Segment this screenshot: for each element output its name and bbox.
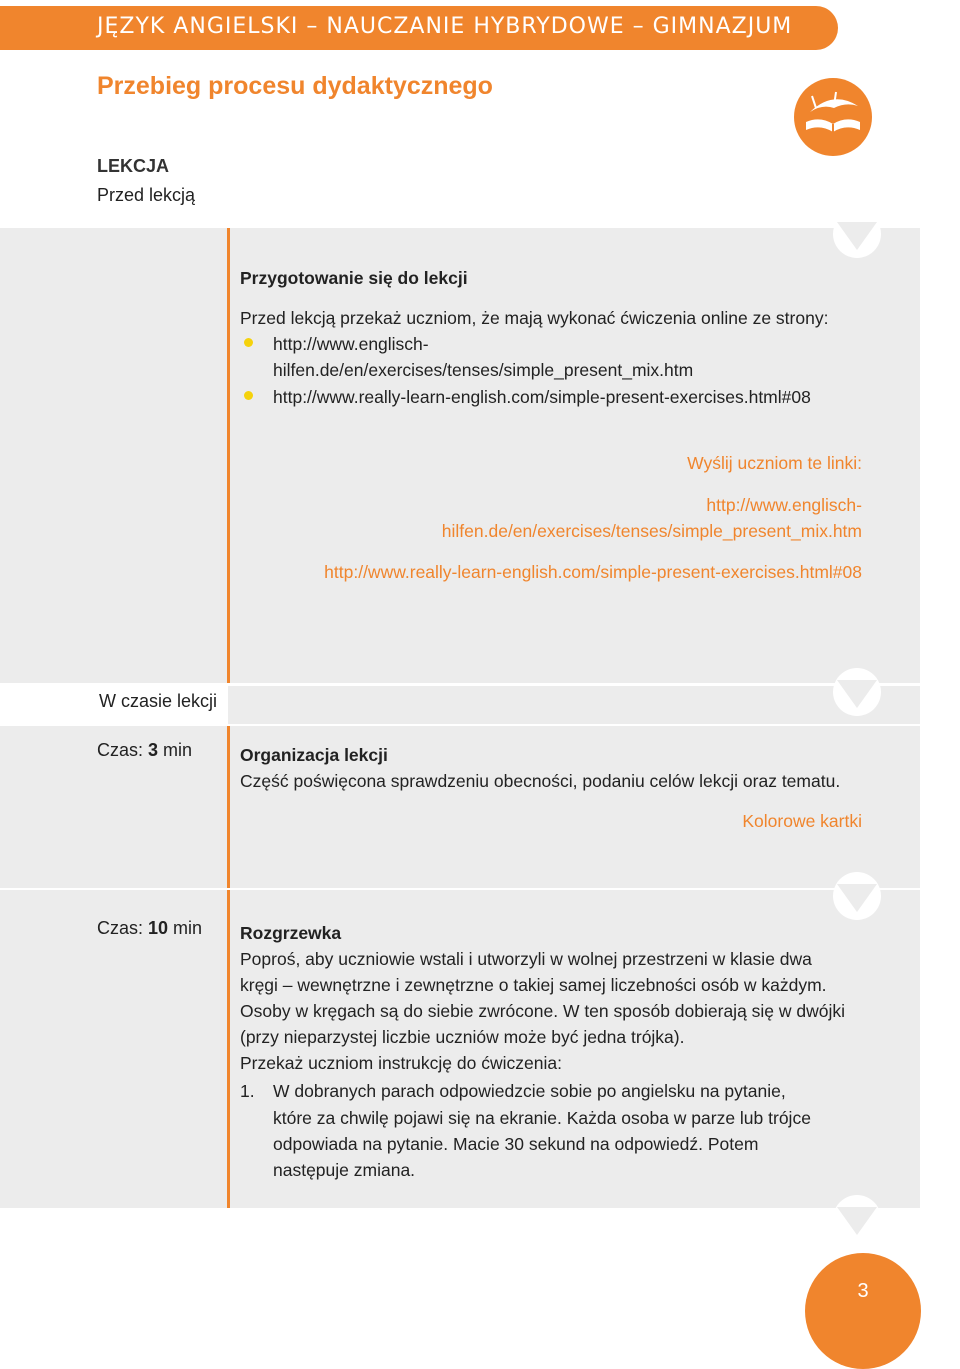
link-2[interactable]: http://www.really-learn-english.com/simple-present-exercises.html#08 xyxy=(273,387,811,407)
section-title: Przygotowanie się do lekcji xyxy=(240,268,468,288)
bullet-icon xyxy=(244,338,253,347)
time-prefix: Czas: xyxy=(97,740,149,760)
note-link-2[interactable]: http://www.really-learn-english.com/simple-present-exercises.html#08 xyxy=(324,562,862,582)
link-1-line1[interactable]: http://www.englisch- xyxy=(273,334,429,354)
paragraph-line: kręgi – wewnętrzne i zewnętrzne o takiej samej liczebności osób w każdym. xyxy=(240,975,827,995)
time-value: 10 xyxy=(148,918,169,938)
paragraph-line: Osoby w kręgach są do siebie zwrócone. W ten sposób dobierają się w dwójki xyxy=(240,1001,846,1021)
list-line: odpowiada na pytanie. Macie 30 sekund na odpowiedź. Potem xyxy=(273,1134,759,1154)
section-text: Przed lekcją przekaż uczniom, że mają wykonać ćwiczenia online ze strony: xyxy=(240,308,829,328)
page-number: 3 xyxy=(857,1280,869,1302)
section-marker-icon xyxy=(833,210,881,258)
bullet-icon xyxy=(244,391,253,400)
list-line: W dobranych parach odpowiedzcie sobie po angielsku na pytanie, xyxy=(273,1081,786,1101)
time-unit: min xyxy=(158,740,193,760)
document-header-title: JĘZYK ANGIELSKI – NAUCZANIE HYBRYDOWE – GIMNAZJUM xyxy=(97,14,793,39)
book-umbrella-logo-icon xyxy=(794,78,872,156)
time-prefix: Czas: xyxy=(97,918,149,938)
list-number: 1. xyxy=(240,1081,255,1101)
note-label: Kolorowe kartki xyxy=(742,811,862,831)
page-number-badge xyxy=(805,1253,921,1369)
timeline-line xyxy=(227,726,230,888)
paragraph-line: Poproś, aby uczniowie wstali i utworzyli w wolnej przestrzeni w klasie dwa xyxy=(240,949,812,969)
section-marker-icon xyxy=(833,668,881,716)
timeline-line xyxy=(227,890,230,1208)
section-title: Rozgrzewka xyxy=(240,923,342,943)
section-text: Część poświęcona sprawdzeniu obecności, podaniu celów lekcji oraz tematu. xyxy=(240,771,841,791)
note-link-1b[interactable]: hilfen.de/en/exercises/tenses/simple_present_mix.htm xyxy=(441,521,862,541)
page-title: Przebieg procesu dydaktycznego xyxy=(97,72,493,100)
time-label xyxy=(97,915,202,941)
time-label xyxy=(97,737,192,763)
during-lesson-label: W czasie lekcji xyxy=(99,691,218,711)
list-line: następuje zmiana. xyxy=(273,1160,416,1180)
time-unit: min xyxy=(168,918,203,938)
link-1-line2[interactable]: hilfen.de/en/exercises/tenses/simple_present_mix.htm xyxy=(273,360,694,380)
before-lesson-label: Przed lekcją xyxy=(97,185,196,205)
list-line: które za chwilę pojawi się na ekranie. Każda osoba w parze lub trójce xyxy=(273,1108,811,1128)
section-title: Organizacja lekcji xyxy=(240,745,388,765)
timeline-line xyxy=(227,228,230,683)
lesson-heading: LEKCJA xyxy=(97,156,170,176)
note-link-1a[interactable]: http://www.englisch- xyxy=(706,495,862,515)
paragraph-line: (przy nieparzystej liczbie uczniów może być jedna trójka). xyxy=(240,1027,685,1047)
section-marker-icon xyxy=(833,1195,881,1243)
note-label: Wyślij uczniom te linki: xyxy=(687,453,862,473)
section-marker-icon xyxy=(833,872,881,920)
paragraph-line: Przekaż uczniom instrukcję do ćwiczenia: xyxy=(240,1053,562,1073)
time-value: 3 xyxy=(148,740,159,760)
